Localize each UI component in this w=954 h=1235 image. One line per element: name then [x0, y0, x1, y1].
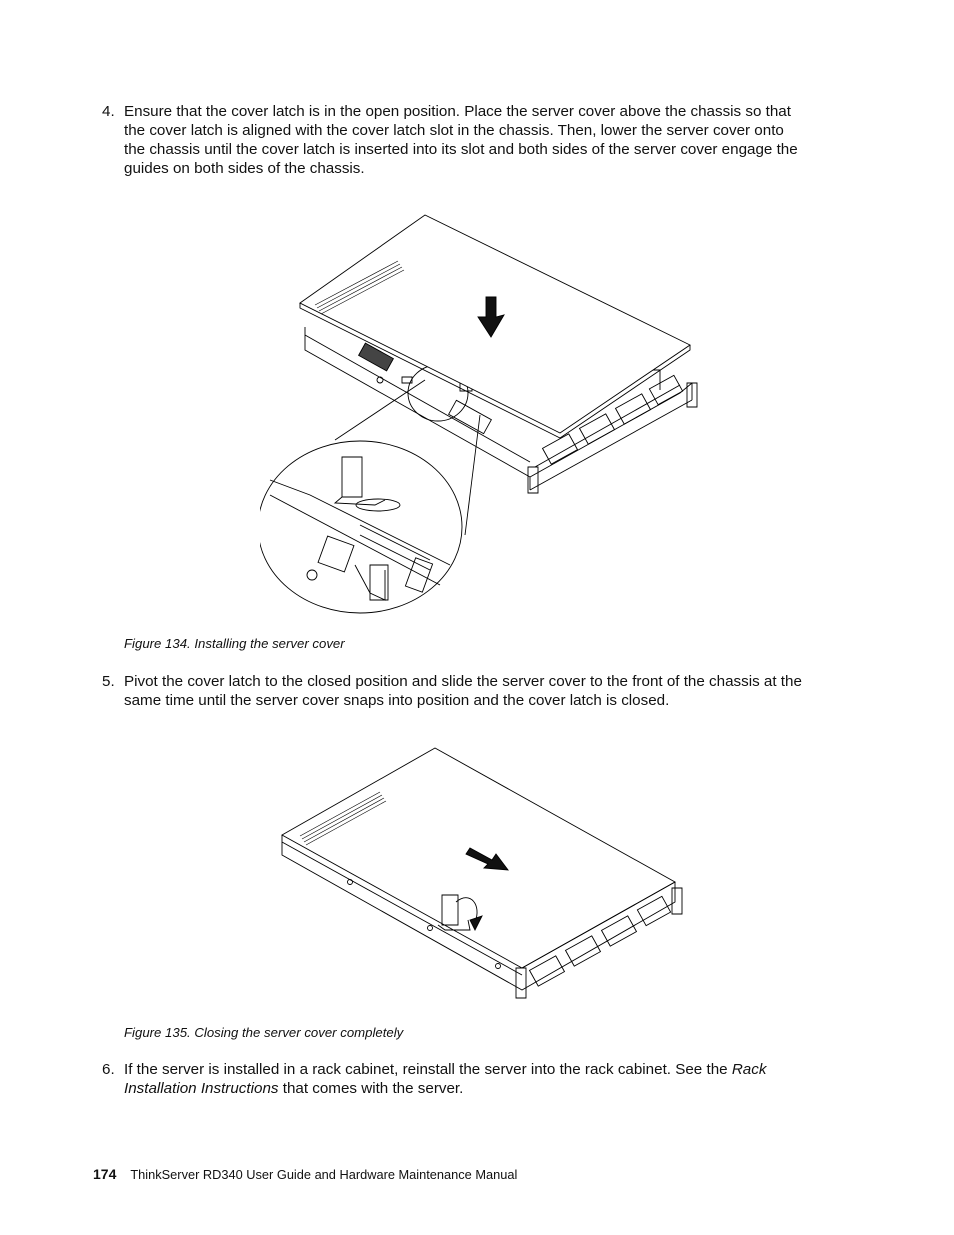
step-text-run: that comes with the server.: [278, 1080, 464, 1097]
step-line: same time until the server cover snaps into position and the cover latch is closed.: [124, 692, 670, 709]
step-text-run: If the server is installed in a rack cabinet, reinstall the server into the rack cabinet. See the: [124, 1061, 732, 1078]
step-line: Ensure that the cover latch is in the open position. Place the server cover above the chassis so that: [124, 103, 791, 120]
doc-reference: Installation Instructions: [124, 1080, 279, 1097]
step-line: Pivot the cover latch to the closed position and slide the server cover to the front of the chassis at the: [124, 673, 802, 690]
step-text: [124, 102, 842, 178]
step-line: the chassis until the cover latch is inserted into its slot and both sides of the server cover engage the: [124, 141, 798, 158]
step-line: guides on both sides of the chassis.: [124, 160, 365, 177]
footer-title: ThinkServer RD340 User Guide and Hardware Maintenance Manual: [130, 1167, 518, 1182]
step-line: the cover latch is aligned with the cover latch slot in the chassis. Then, lower the server cover onto: [124, 122, 784, 139]
figure-caption: Figure 135. Closing the server cover completely: [124, 1025, 404, 1040]
doc-reference: Rack: [731, 1061, 767, 1078]
figure-caption: Figure 134. Installing the server cover: [124, 636, 345, 651]
page-footer: [93, 1166, 517, 1182]
step-number: 4.: [102, 103, 115, 120]
step-number: 6.: [102, 1061, 115, 1078]
step-text: [124, 1060, 842, 1098]
page-number: 174: [93, 1166, 117, 1182]
step-line: [124, 1079, 842, 1098]
figure-closing-cover: [270, 740, 700, 1010]
step-number: 5.: [102, 673, 115, 690]
figure-installing-cover: [260, 205, 710, 615]
step-line: [124, 1060, 842, 1079]
step-text: [124, 672, 842, 710]
